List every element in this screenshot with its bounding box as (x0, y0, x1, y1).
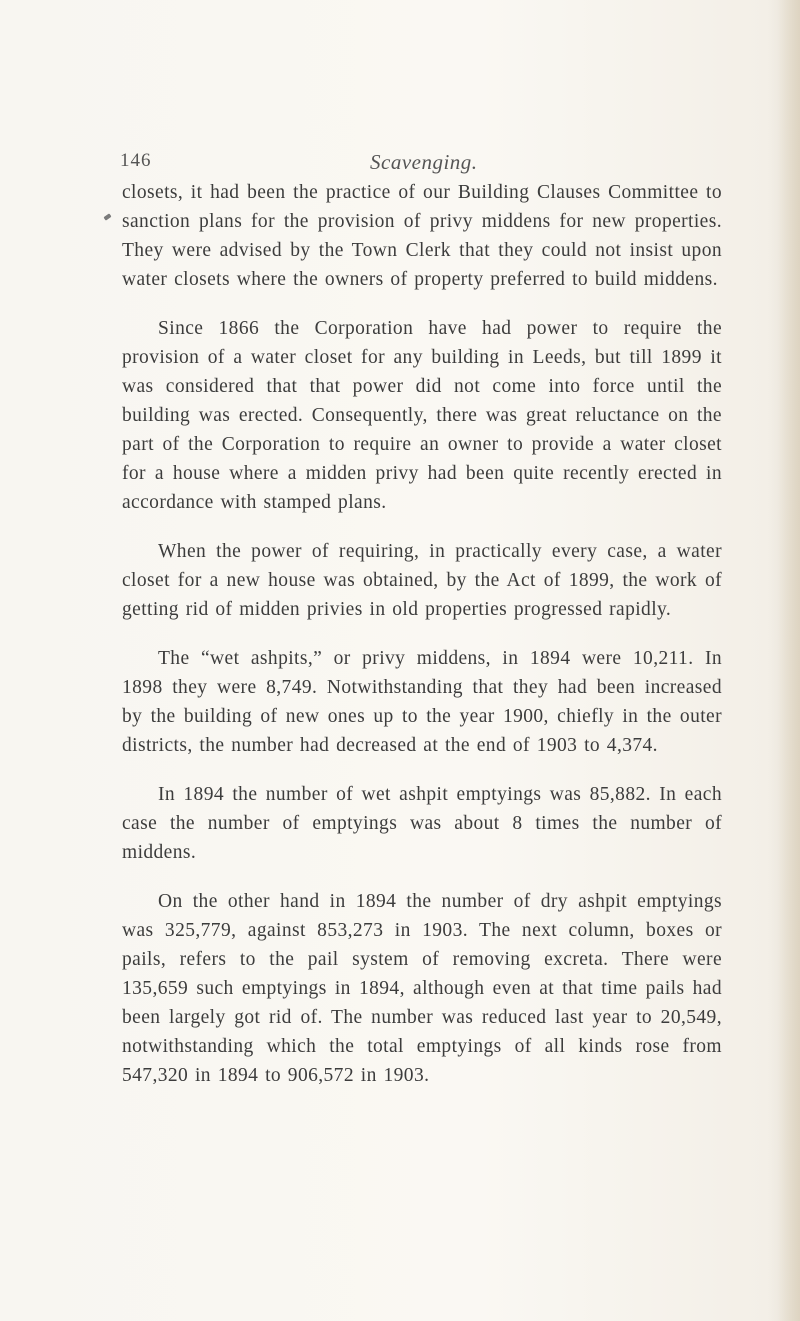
page-number: 146 (120, 150, 152, 171)
paragraph-wet-ashpits: The “wet ashpits,” or privy middens, in 1894 were 10,211. In 1898 they were 8,749. Notwithstanding that they had been increased by the building of new ones up to the year 1900, chiefly in the outer districts, the number had decreased at the end of 1903 to 4,374. (122, 648, 722, 756)
paragraph-wet-emptyings: In 1894 the number of wet ashpit emptyings was 85,882. In each case the number of emptyings was about 8 times the number of middens. (122, 784, 722, 863)
paragraph-dry-ashpits: On the other hand in 1894 the number of dry ashpit emptyings was 325,779, against 853,273 in 1903. The next column, boxes or pails, refers to the pail system of removing excreta. There were 135,659 such emptyings in 1894, although even at that time pails had been largely got rid of. The number was reduced last year to 20,549, notwithstanding which the total emptyings of all kinds rose from 547,320 in 1894 to 906,572 in 1903. (122, 891, 722, 1086)
body-text (122, 178, 722, 1110)
margin-mark (103, 213, 111, 220)
paragraph-continuation: closets, it had been the practice of our Building Clauses Committee to sanction plans for the provision of privy middens for new properties. They were advised by the Town Clerk that they could not insist upon water closets where the owners of property preferred to build middens. (122, 182, 722, 290)
page-edge-shadow (778, 0, 800, 1321)
paragraph-corporation-power: Since 1866 the Corporation have had power to require the provision of a water closet for any building in Leeds, but till 1899 it was considered that that power did not come into force until the building was erected. Consequently, there was great reluctance on the part of the Corporation to require an owner to provide a water closet for a house where a midden privy had been quite recently erected in accordance with stamped plans. (122, 318, 722, 513)
running-title: Scavenging. (370, 150, 478, 174)
page-header (0, 150, 800, 180)
paragraph-act-1899: When the power of requiring, in practically every case, a water closet for a new house was obtained, by the Act of 1899, the work of getting rid of midden privies in old properties progressed rapidly. (122, 541, 722, 620)
